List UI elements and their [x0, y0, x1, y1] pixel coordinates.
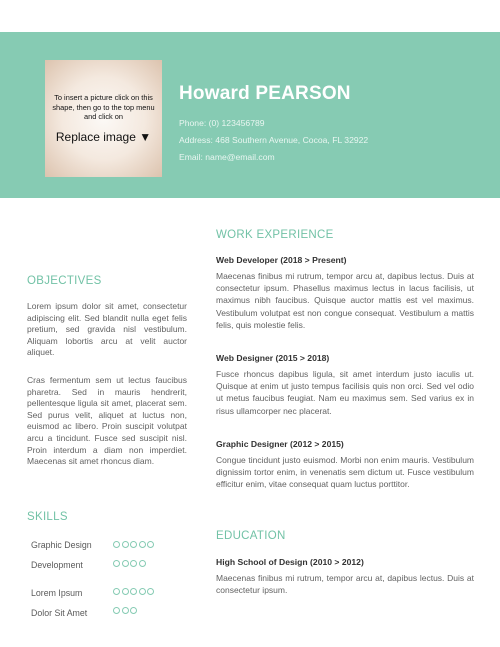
rating-dot-icon — [130, 560, 137, 567]
skill-rating — [113, 607, 137, 614]
rating-dot-icon — [113, 588, 120, 595]
rating-dot-icon — [130, 607, 137, 614]
job-title: Web Designer (2015 > 2018) — [216, 353, 330, 363]
rating-dot-icon — [130, 541, 137, 548]
objectives-title: OBJECTIVES — [27, 275, 102, 287]
rating-dot-icon — [122, 607, 129, 614]
skill-label: Graphic Design — [31, 540, 92, 550]
job-title: Web Developer (2018 > Present) — [216, 255, 347, 265]
objectives-paragraph-2: Cras fermentum sem ut lectus faucibus pharetra. Sed in mauris hendrerit, pellentesque ligula sit amet, placerat sem. Sed purus velit, aliquet at luctus non, euismod ac libero. Proin suscipit volutpat arcu a tincidunt. Fusce sed suscipit nisl. Proin interdum a diam non imperdiet. Maecenas sit amet rhoncus diam. — [27, 375, 187, 467]
rating-dot-icon — [139, 541, 146, 548]
rating-dot-icon — [147, 588, 154, 595]
candidate-name: Howard PEARSON — [179, 83, 351, 104]
job-description: Congue tincidunt justo euismod. Morbi non enim mauris. Vestibulum dignissim tortor enim, in venenatis sem dictum ut. Fusce vestibulum efficitur enim, vitae consequat quam luctus porttitor. — [216, 455, 474, 490]
contact-phone: Phone: (0) 123456789 — [179, 118, 265, 128]
education-item-description: Maecenas finibus mi rutrum, tempor arcu at, dapibus lectus. Duis at consectetur ipsum. — [216, 573, 474, 596]
rating-dot-icon — [122, 588, 129, 595]
job-description: Fusce rhoncus dapibus ligula, sit amet interdum justo iaculis ut. Quisque at enim ut justo tempus facilisis quis non orci. Sed vel odio ut metus faucibus feugiat. Nam eu maximus sem. Sed varius ex in risus ullamcorper nec placerat. — [216, 369, 474, 416]
job-title: Graphic Designer (2012 > 2015) — [216, 439, 344, 449]
skills-title: SKILLS — [27, 511, 68, 523]
rating-dot-icon — [139, 588, 146, 595]
replace-image-label[interactable]: Replace image ▼ — [55, 129, 152, 144]
education-item-title: High School of Design (2010 > 2012) — [216, 557, 364, 567]
profile-photo-placeholder[interactable] — [45, 60, 162, 177]
rating-dot-icon — [147, 541, 154, 548]
rating-dot-icon — [113, 541, 120, 548]
rating-dot-icon — [130, 588, 137, 595]
skill-label: Lorem Ipsum — [31, 588, 83, 598]
objectives-paragraph-1: Lorem ipsum dolor sit amet, consectetur adipiscing elit. Sed blandit nulla eget felis pretium, sed gravida nisl vestibulum. Aliquam lobortis arcu at velit auctor aliquet. — [27, 301, 187, 358]
rating-dot-icon — [122, 541, 129, 548]
contact-address: Address: 468 Southern Avenue, Cocoa, FL 32922 — [179, 135, 369, 145]
rating-dot-icon — [122, 560, 129, 567]
education-title: EDUCATION — [216, 530, 286, 542]
rating-dot-icon — [113, 607, 120, 614]
contact-email: Email: name@email.com — [179, 152, 275, 162]
skill-label: Development — [31, 560, 83, 570]
skill-rating — [113, 560, 146, 567]
rating-dot-icon — [139, 560, 146, 567]
skill-label: Dolor Sit Amet — [31, 608, 88, 618]
work-experience-title: WORK EXPERIENCE — [216, 229, 334, 241]
photo-hint-text: To insert a picture click on this shape, then go to the top menu and click on — [52, 93, 155, 122]
job-description: Maecenas finibus mi rutrum, tempor arcu at, dapibus lectus. Duis at consectetur ipsum. Phasellus maximus lectus in lacus facilisis, ut maximus nibh faucibus. Quisque auctor mattis est vel maximus. Vestibulum volutpat est non congue consequat. Vestibulum a mattis felis, quis molestie felis. — [216, 271, 474, 330]
rating-dot-icon — [113, 560, 120, 567]
skill-rating — [113, 541, 154, 548]
skill-rating — [113, 588, 154, 595]
